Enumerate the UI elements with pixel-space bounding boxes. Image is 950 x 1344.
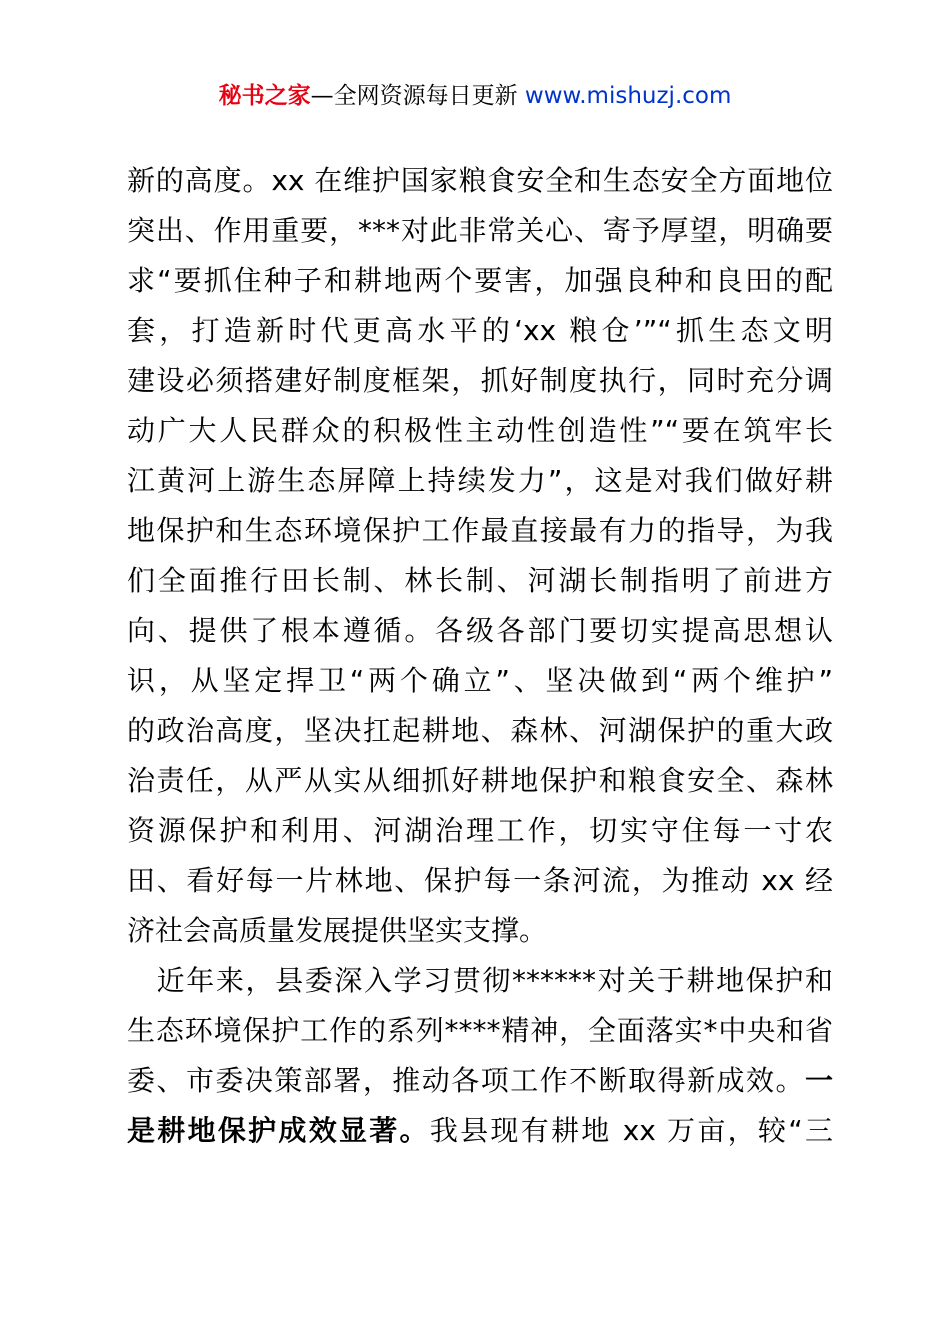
text-line: 地保护和生态环境保护工作最直接最有力的指导，为我 bbox=[127, 514, 833, 547]
site-url-link[interactable]: www.mishuzj.com bbox=[524, 83, 732, 109]
text-segment: 我县现有耕地 xx 万亩，较“三 bbox=[429, 1114, 833, 1147]
text-line-mixed bbox=[127, 1106, 833, 1156]
text-line: 的政治高度，坚决扛起耕地、森林、河湖保护的重大政 bbox=[127, 714, 833, 747]
bold-heading: 是耕地保护成效显著。 bbox=[127, 1114, 430, 1147]
text-line: 动广大人民群众的积极性主动性创造性”“要在筑牢长 bbox=[127, 414, 833, 447]
text-line: 资源保护和利用、河湖治理工作，切实守住每一寸农 bbox=[127, 814, 833, 847]
text-line: 济社会高质量发展提供坚实支撑。 bbox=[127, 914, 548, 947]
document-body bbox=[127, 156, 833, 1156]
text-line: 求“要抓住种子和耕地两个要害，加强良种和良田的配 bbox=[127, 264, 833, 297]
text-line: 建设必须搭建好制度框架，抓好制度执行，同时充分调 bbox=[127, 364, 833, 397]
text-line: 治责任，从严从实从细抓好耕地保护和粮食安全、森林 bbox=[127, 764, 833, 797]
text-line: 生态环境保护工作的系列****精神，全面落实*中央和省 bbox=[127, 1014, 833, 1047]
header-tagline: —全网资源每日更新 bbox=[310, 83, 525, 109]
text-line: 突出、作用重要，***对此非常关心、寄予厚望，明确要 bbox=[127, 214, 833, 247]
text-line: 近年来，县委深入学习贯彻******对关于耕地保护和 bbox=[127, 964, 833, 997]
text-line: 江黄河上游生态屏障上持续发力”，这是对我们做好耕 bbox=[127, 464, 833, 497]
text-line: 套，打造新时代更高水平的‘xx 粮仓’”“抓生态文明 bbox=[127, 314, 833, 347]
text-line: 识，从坚定捍卫“两个确立”、坚决做到“两个维护” bbox=[127, 664, 833, 697]
text-line: 田、看好每一片林地、保护每一条河流，为推动 xx 经 bbox=[127, 864, 833, 897]
brand-name: 秘书之家 bbox=[218, 83, 311, 109]
text-line: 向、提供了根本遵循。各级各部门要切实提高思想认 bbox=[127, 614, 833, 647]
text-line: 们全面推行田长制、林长制、河湖长制指明了前进方 bbox=[127, 564, 833, 597]
text-segment: 委、市委决策部署，推动各项工作不断取得新成效。 bbox=[127, 1064, 805, 1097]
text-line-mixed bbox=[127, 1056, 833, 1106]
page-header bbox=[0, 80, 950, 112]
text-line: 新的高度。xx 在维护国家粮食安全和生态安全方面地位 bbox=[127, 164, 833, 197]
bold-heading-start: 一 bbox=[804, 1064, 833, 1097]
